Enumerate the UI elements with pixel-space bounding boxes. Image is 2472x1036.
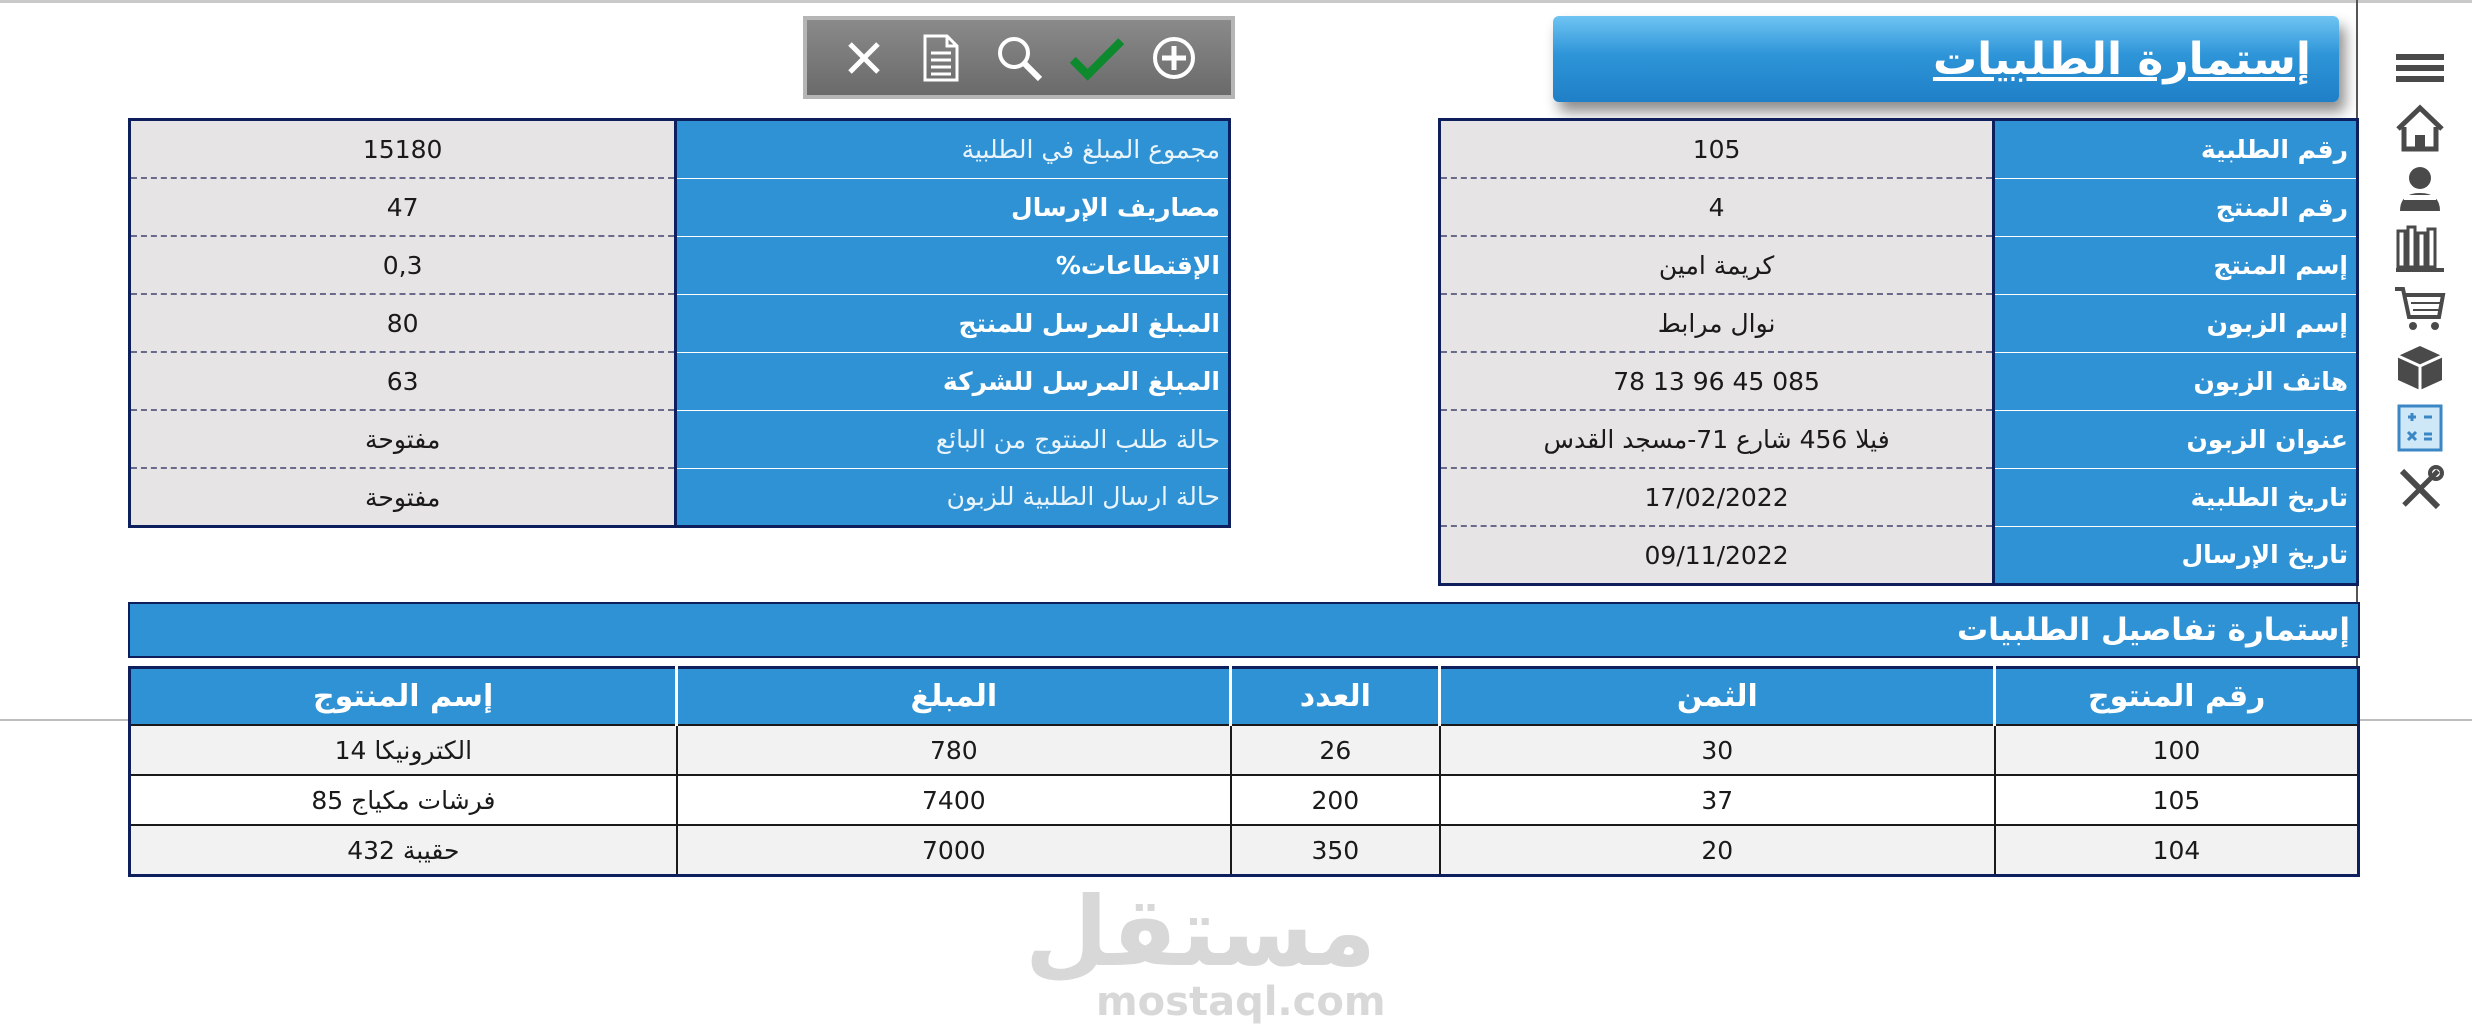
form-title: إستمارة الطلبيات: [1932, 33, 2311, 85]
form-row: [130, 294, 1230, 352]
field-label: المبلغ المرسل للمنتج: [676, 294, 1230, 352]
products-button[interactable]: [2384, 338, 2456, 398]
form-row: [130, 120, 1230, 179]
field-value[interactable]: 085 45 96 13 78: [1440, 352, 1994, 410]
form-row: [130, 178, 1230, 236]
watermark-latin: mostaql.com: [1096, 979, 1386, 1025]
column-header[interactable]: العدد: [1231, 668, 1440, 726]
toolbar: [803, 16, 1235, 99]
side-navigation: [2384, 38, 2456, 518]
document-icon: [919, 33, 963, 83]
add-button[interactable]: [1146, 30, 1202, 86]
form-title-banner: [1553, 16, 2339, 102]
details-section-header: [128, 602, 2360, 658]
table-cell[interactable]: الكترونيكا 14: [130, 725, 677, 775]
cart-button[interactable]: [2384, 278, 2456, 338]
field-label: رقم الطلبية: [1994, 120, 2358, 179]
field-value[interactable]: 105: [1440, 120, 1994, 179]
table-cell[interactable]: فرشات مكياج 85: [130, 775, 677, 825]
top-border: [0, 0, 2472, 3]
column-header[interactable]: إسم المنتوج: [130, 668, 677, 726]
field-label: عنوان الزبون: [1994, 410, 2358, 468]
order-info-table: [1438, 118, 2359, 586]
column-header[interactable]: الثمن: [1440, 668, 1995, 726]
document-button[interactable]: [913, 30, 969, 86]
form-row: [1440, 352, 2358, 410]
field-label: المبلغ المرسل للشركة: [676, 352, 1230, 410]
table-row: [130, 825, 2359, 876]
field-value[interactable]: 47: [130, 178, 676, 236]
field-value[interactable]: كريمة امين: [1440, 236, 1994, 294]
user-icon: [2394, 163, 2446, 213]
table-cell[interactable]: حقيبة 432: [130, 825, 677, 876]
table-row: [130, 725, 2359, 775]
table-cell[interactable]: 7400: [677, 775, 1231, 825]
details-section-title: إستمارة تفاصيل الطلبيات: [1956, 612, 2350, 648]
table-cell[interactable]: 30: [1440, 725, 1995, 775]
form-row: [130, 236, 1230, 294]
field-label: إسم الزبون: [1994, 294, 2358, 352]
field-label: الإقتطاعات%: [676, 236, 1230, 294]
box-icon: [2394, 343, 2446, 393]
table-cell[interactable]: 780: [677, 725, 1231, 775]
table-cell[interactable]: 100: [1995, 725, 2359, 775]
table-cell[interactable]: 37: [1440, 775, 1995, 825]
field-label: تاريخ الإرسال: [1994, 526, 2358, 585]
form-row: [130, 352, 1230, 410]
table-cell[interactable]: 105: [1995, 775, 2359, 825]
user-button[interactable]: [2384, 158, 2456, 218]
field-label: هاتف الزبون: [1994, 352, 2358, 410]
table-row: [130, 775, 2359, 825]
field-label: حالة طلب المنتوج من البائع: [676, 410, 1230, 468]
form-row: [1440, 410, 2358, 468]
menu-icon: [2394, 48, 2446, 88]
form-row: [1440, 468, 2358, 526]
form-row: [1440, 526, 2358, 585]
column-header[interactable]: رقم المنتوج: [1995, 668, 2359, 726]
close-button[interactable]: [836, 30, 892, 86]
field-value[interactable]: 4: [1440, 178, 1994, 236]
field-label: رقم المنتج: [1994, 178, 2358, 236]
settings-button[interactable]: [2384, 458, 2456, 518]
field-value[interactable]: مفتوحة: [130, 468, 676, 527]
form-row: [1440, 178, 2358, 236]
field-value[interactable]: 15180: [130, 120, 676, 179]
column-header[interactable]: المبلغ: [677, 668, 1231, 726]
close-icon: [842, 36, 886, 80]
form-row: [130, 410, 1230, 468]
field-label: مجموع المبلغ في الطلبية: [676, 120, 1230, 179]
field-value[interactable]: مفتوحة: [130, 410, 676, 468]
home-icon: [2394, 103, 2446, 153]
order-totals-table: [128, 118, 1231, 528]
table-cell[interactable]: 104: [1995, 825, 2359, 876]
check-icon: [1069, 34, 1125, 82]
field-value[interactable]: 63: [130, 352, 676, 410]
field-value[interactable]: فيلا 456 شارع 71-مسجد القدس: [1440, 410, 1994, 468]
tools-icon: [2394, 463, 2446, 513]
menu-button[interactable]: [2384, 38, 2456, 98]
search-button[interactable]: [991, 30, 1047, 86]
details-header-row: [130, 668, 2359, 726]
field-label: مصاريف الإرسال: [676, 178, 1230, 236]
add-circle-icon: [1151, 35, 1197, 81]
table-cell[interactable]: 7000: [677, 825, 1231, 876]
home-button[interactable]: [2384, 98, 2456, 158]
field-label: حالة ارسال الطلبية للزبون: [676, 468, 1230, 527]
search-icon: [994, 33, 1044, 83]
confirm-button[interactable]: [1069, 30, 1125, 86]
mostaql-watermark: [1024, 876, 1386, 1025]
order-details-table: [128, 666, 2360, 877]
field-value[interactable]: 17/02/2022: [1440, 468, 1994, 526]
form-row: [130, 468, 1230, 527]
table-cell[interactable]: 26: [1231, 725, 1440, 775]
table-cell[interactable]: 350: [1231, 825, 1440, 876]
form-row: [1440, 236, 2358, 294]
table-cell[interactable]: 200: [1231, 775, 1440, 825]
library-button[interactable]: [2384, 218, 2456, 278]
field-label: تاريخ الطلبية: [1994, 468, 2358, 526]
form-row: [1440, 294, 2358, 352]
table-cell[interactable]: 20: [1440, 825, 1995, 876]
field-value[interactable]: 0,3: [130, 236, 676, 294]
calculator-button[interactable]: [2384, 398, 2456, 458]
field-label: إسم المنتج: [1994, 236, 2358, 294]
field-value[interactable]: نوال مرابط: [1440, 294, 1994, 352]
books-icon: [2394, 223, 2446, 273]
field-value[interactable]: 09/11/2022: [1440, 526, 1994, 585]
calculator-icon: [2394, 403, 2446, 453]
field-value[interactable]: 80: [130, 294, 676, 352]
watermark-arabic: مستقل: [1024, 876, 1376, 988]
form-row: [1440, 120, 2358, 179]
cart-icon: [2393, 283, 2447, 333]
